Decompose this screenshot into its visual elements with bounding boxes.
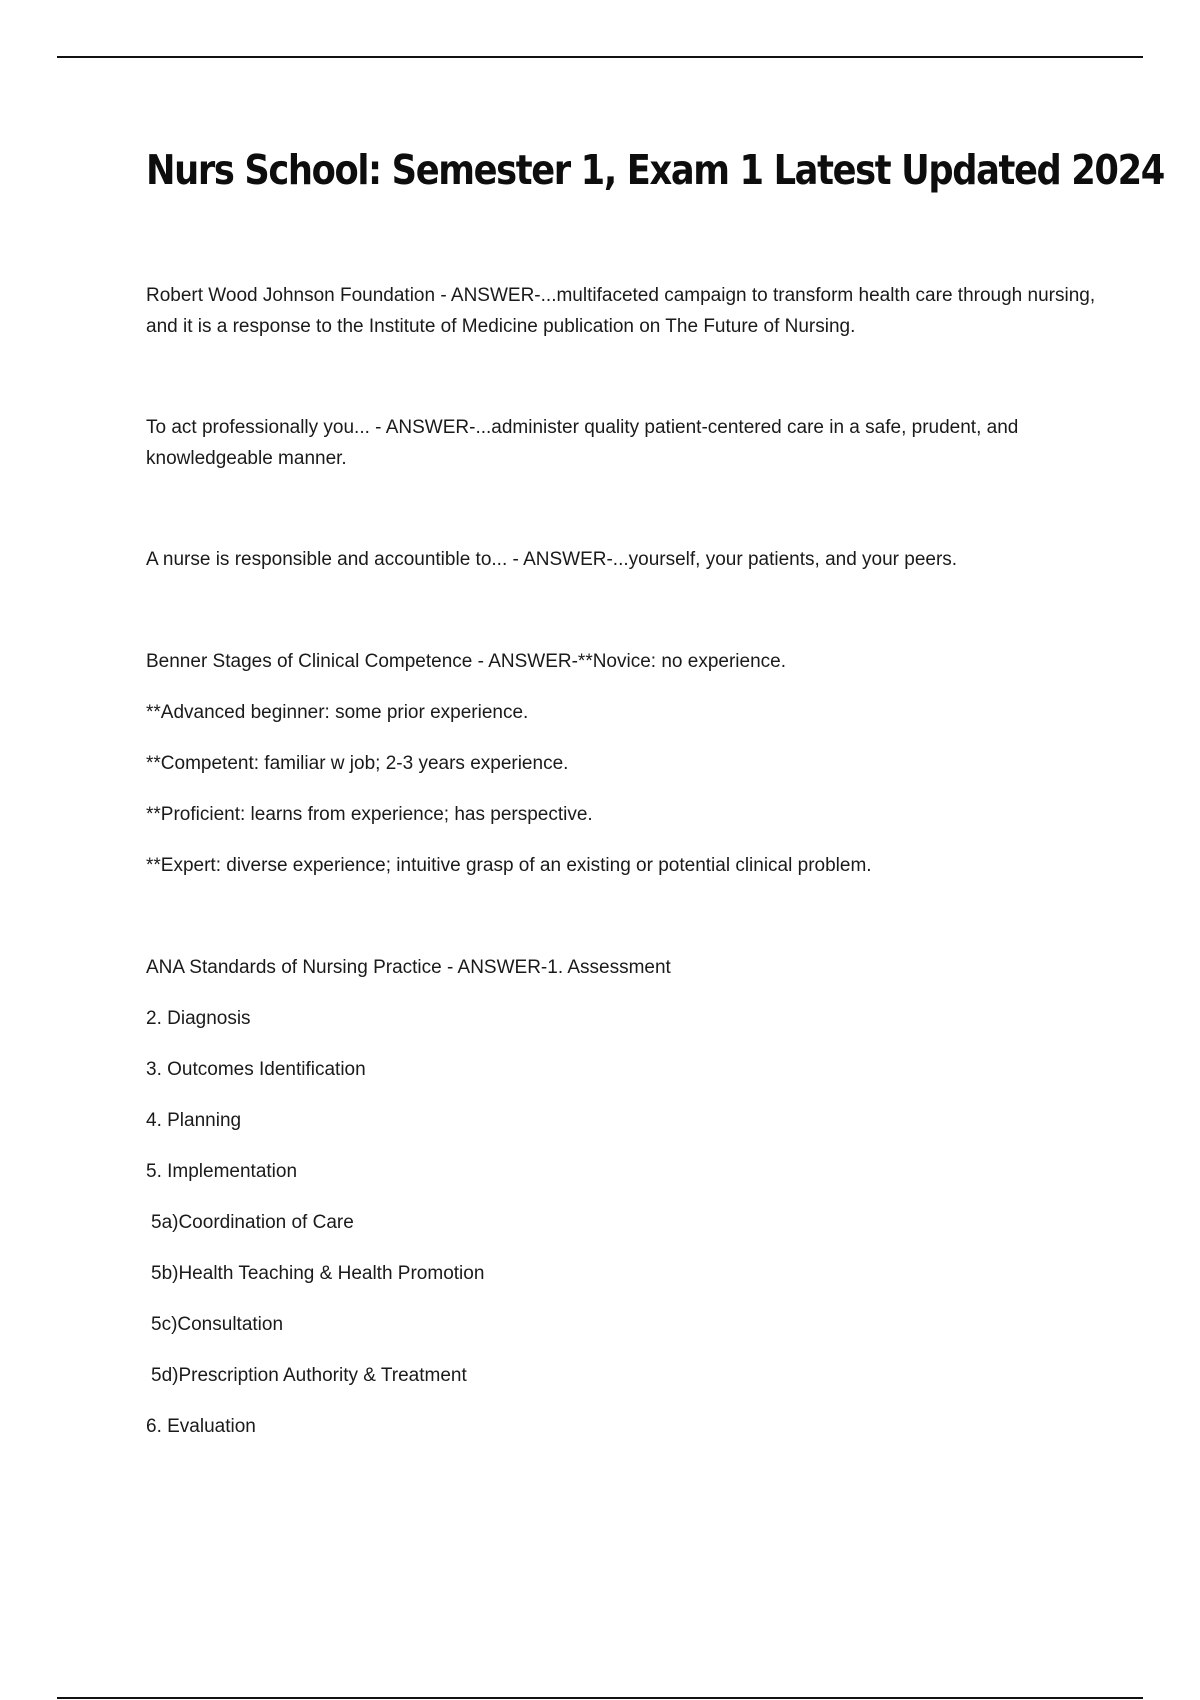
qa-answer: **Novice: no experience. [577,651,786,672]
qa-term: To act professionally you... [146,417,370,438]
answer-line: **Competent: familiar w job; 2-3 years experience. [146,753,569,774]
answer-line: 5b)Health Teaching & Health Promotion [151,1263,485,1284]
answer-separator: - ANSWER- [435,285,541,306]
qa-answer: 1. Assessment [547,957,671,978]
qa-answer: ...multifaceted campaign to transform health care through nursing, and it is a response to the Institute of Medicine publication on The Future of Nursing. [146,285,1096,337]
answer-line: 4. Planning [146,1110,242,1131]
qa-term: A nurse is responsible and accountible to... [146,549,508,570]
qa-entry [146,544,1096,576]
header-rule [57,56,1143,58]
answer-separator: - ANSWER- [369,417,476,438]
answer-line: **Proficient: learns from experience; has perspective. [146,804,593,825]
qa-entry [146,646,1096,882]
answer-line: 5c)Consultation [151,1314,284,1335]
footer-rule [57,1697,1143,1699]
answer-line: 5d)Prescription Authority & Treatment [151,1365,467,1386]
document-body [146,280,1096,1503]
answer-line: 5a)Coordination of Care [151,1212,354,1233]
answer-line: 6. Evaluation [146,1416,256,1437]
qa-term: Benner Stages of Clinical Competence [146,651,473,672]
qa-term: ANA Standards of Nursing Practice [146,957,442,978]
qa-question-answer [146,544,1096,576]
qa-question-answer [146,280,1096,342]
qa-answer: ...yourself, your patients, and your peers. [612,549,958,570]
qa-entry [146,412,1096,474]
qa-term: Robert Wood Johnson Foundation [146,285,436,306]
answer-line: 5. Implementation [146,1161,298,1182]
qa-question-answer [146,646,1096,678]
qa-entry [146,952,1096,1443]
answer-separator: - ANSWER- [441,957,548,978]
answer-line: 2. Diagnosis [146,1008,251,1029]
answer-separator: - ANSWER- [472,651,578,672]
answer-line: 3. Outcomes Identification [146,1059,366,1080]
answer-separator: - ANSWER- [507,549,613,570]
qa-entry [146,280,1096,342]
answer-line: **Expert: diverse experience; intuitive grasp of an existing or potential clinical problem. [146,855,872,876]
document-title: Nurs School: Semester 1, Exam 1 Latest Updated 2024 [146,146,1164,194]
qa-question-answer [146,412,1096,474]
qa-question-answer [146,952,1096,984]
qa-answer: ...administer quality patient-centered care in a safe, prudent, and knowledgeable manner. [146,417,1019,469]
answer-line: **Advanced beginner: some prior experience. [146,702,529,723]
